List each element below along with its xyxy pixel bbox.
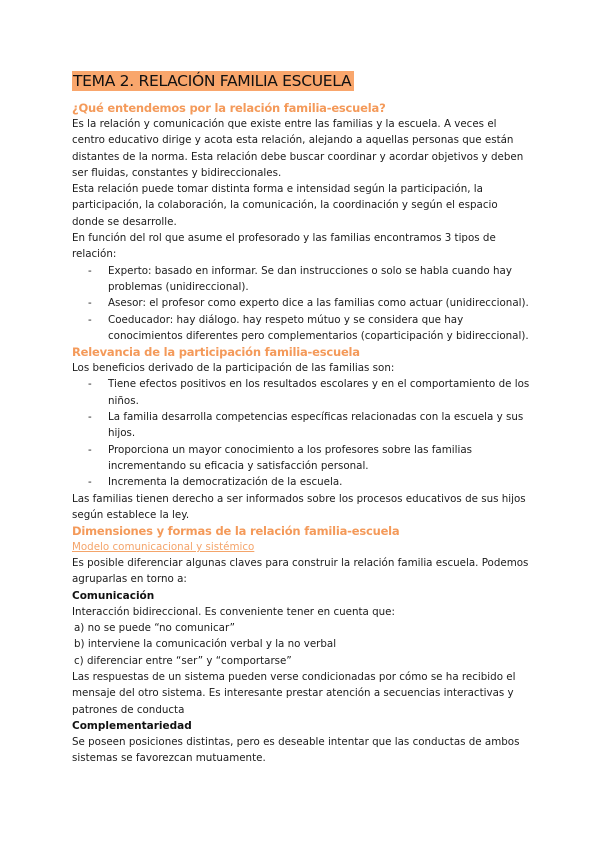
paragraph: Las familias tienen derecho a ser informados sobre los procesos educativos de sus hijos según establece la ley.	[72, 492, 526, 521]
paragraph: Las respuestas de un sistema pueden verse condicionadas por cómo se ha recibido el mensaje del otro sistema. Es interesante prestar atención a secuencias interactivas y patrones de conducta	[72, 670, 516, 716]
subheading-modelo: Modelo comunicacional y sistémico	[72, 541, 255, 554]
paragraph: Se poseen posiciones distintas, pero es deseable intentar que las conductas de ambos sistemas se favorezcan mutuamente.	[72, 735, 520, 765]
option-line: c) diferenciar entre “ser” y “comportarse”	[74, 654, 292, 667]
list-item: - Incrementa la democratización de la escuela.	[72, 474, 532, 490]
paragraph: En función del rol que asume el profesorado y las familias encontramos 3 tipos de relación:	[72, 232, 496, 261]
list-item: - Coeducador: hay diálogo. hay respeto mútuo y se considera que hay conocimientos diferentes pero complementarios (coparticipación y bidireccional).	[72, 312, 532, 345]
page-title: TEMA 2. RELACIÓN FAMILIA ESCUELA	[72, 71, 354, 91]
subsection-heading-complementariedad: Complementariedad	[72, 719, 192, 732]
benefits-list	[72, 376, 532, 490]
paragraph: Esta relación puede tomar distinta forma e intensidad según la participación, la participación, la colaboración, la comunicación, la coordinación y según el espacio donde se desarrolle.	[72, 183, 498, 228]
option-line: b) interviene la comunicación verbal y la no verbal	[74, 638, 337, 651]
section-heading-que-entendemos: ¿Qué entendemos por la relación familia-escuela?	[72, 101, 386, 115]
paragraph: Los beneficios derivado de la participación de las familias son:	[72, 362, 395, 375]
section-heading-dimensiones: Dimensiones y formas de la relación familia-escuela	[72, 524, 400, 539]
paragraph: Interacción bidireccional. Es conveniente tener en cuenta que:	[72, 605, 395, 618]
section-heading-relevancia: Relevancia de la participación familia-escuela	[72, 345, 360, 360]
relation-types-list	[72, 263, 532, 344]
document-content	[72, 71, 532, 766]
list-item: - Proporciona un mayor conocimiento a los profesores sobre las familias incrementando su eficacia y satisfacción personal.	[72, 442, 532, 475]
paragraph: Es la relación y comunicación que existe entre las familias y la escuela. A veces el centro educativo dirige y acota esta relación, alejando a aquellas personas que están distantes de la norma. Esta relación debe buscar coordinar y acordar objetivos y deben ser fluidas, constantes y bidireccionales.	[72, 118, 524, 179]
list-item: - Tiene efectos positivos en los resultados escolares y en el comportamiento de los niños.	[72, 376, 532, 409]
subsection-heading-comunicacion: Comunicación	[72, 589, 155, 602]
list-item: - Asesor: el profesor como experto dice a las familias como actuar (unidireccional).	[72, 295, 532, 311]
option-line: a) no se puede “no comunicar”	[74, 622, 235, 635]
list-item: - Experto: basado en informar. Se dan instrucciones o solo se habla cuando hay problemas (unidireccional).	[72, 263, 532, 296]
paragraph: Es posible diferenciar algunas claves para construir la relación familia escuela. Podemos agruparlas en torno a:	[72, 557, 529, 586]
list-item: - La familia desarrolla competencias específicas relacionadas con la escuela y sus hijos.	[72, 409, 532, 442]
